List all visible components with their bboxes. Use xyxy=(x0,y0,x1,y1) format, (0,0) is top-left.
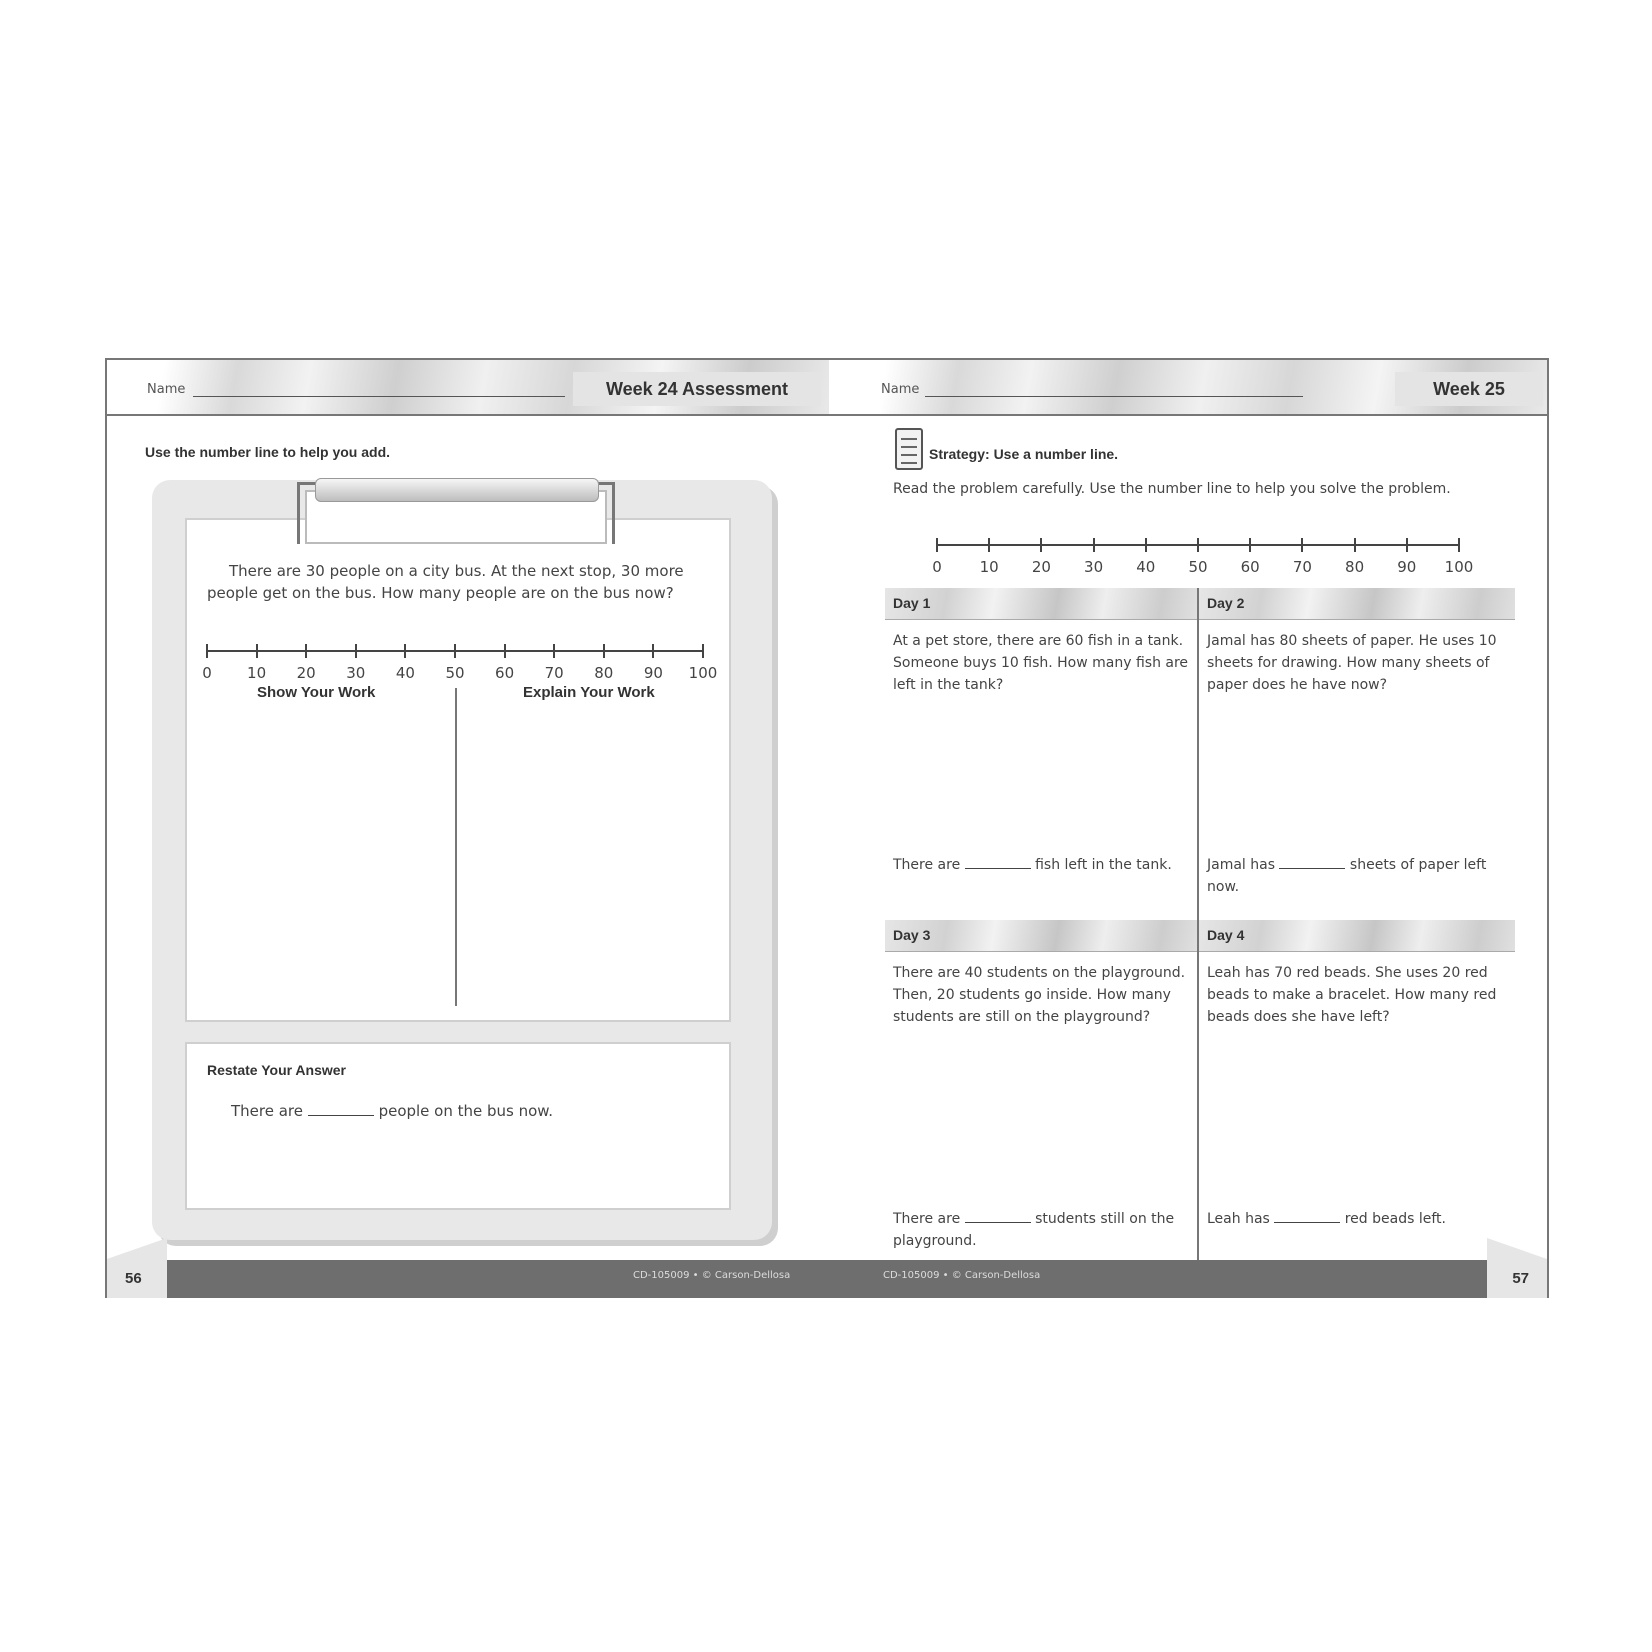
day-4-header: Day 4 xyxy=(1199,920,1515,952)
number-line-tick xyxy=(1197,538,1199,552)
day-2-answer: Jamal has sheets of paper left now. xyxy=(1207,857,1487,895)
number-line-label: 20 xyxy=(296,664,316,682)
number-line-label: 40 xyxy=(395,664,415,682)
right-header xyxy=(829,360,1547,416)
explain-work-area[interactable] xyxy=(463,710,725,1000)
number-line-label: 100 xyxy=(688,664,718,682)
number-line-tick xyxy=(988,538,990,552)
footer xyxy=(107,1260,1547,1298)
number-line-label: 80 xyxy=(594,664,614,682)
footer-band xyxy=(167,1260,1487,1298)
number-line-label: 90 xyxy=(643,664,663,682)
number-line-tick xyxy=(454,644,456,658)
restate-sentence xyxy=(231,1100,553,1122)
page-title: Week 24 Assessment xyxy=(573,372,821,406)
day-4-problem: Leah has 70 red beads. She uses 20 red beads to make a bracelet. How many red beads does she have left? xyxy=(1207,965,1497,1025)
answer-blank[interactable] xyxy=(1279,856,1345,869)
day-1-answer: There are fish left in the tank. xyxy=(893,857,1172,873)
page-tab-right xyxy=(1487,1238,1547,1298)
name-label: Name xyxy=(881,382,920,397)
name-field[interactable] xyxy=(193,396,565,397)
answer-blank[interactable] xyxy=(308,1103,374,1116)
copyright-left: CD-105009 • © Carson-Dellosa xyxy=(633,1270,791,1281)
day-divider xyxy=(1197,588,1199,1264)
number-line-tick xyxy=(305,644,307,658)
number-line-tick xyxy=(652,644,654,658)
day-3-problem: There are 40 students on the playground. Then, 20 students go inside. How many students are still on the playground? xyxy=(893,965,1186,1025)
name-field[interactable] xyxy=(925,396,1303,397)
show-work-label: Show Your Work xyxy=(257,684,376,701)
number-line-label: 10 xyxy=(247,664,267,682)
checklist-icon xyxy=(895,428,923,470)
number-line-tick xyxy=(1145,538,1147,552)
page-tab-left xyxy=(107,1238,167,1298)
restate-before: There are xyxy=(231,1102,303,1120)
day-3-answer: There are students still on the playground. xyxy=(893,1211,1175,1249)
number-line xyxy=(202,642,718,682)
page-number-left: 56 xyxy=(125,1270,142,1287)
number-line-tick xyxy=(936,538,938,552)
number-line-label: 50 xyxy=(445,664,465,682)
instruction: Read the problem carefully. Use the number line to help you solve the problem. xyxy=(893,481,1451,497)
number-line-label: 0 xyxy=(932,558,942,576)
work-divider xyxy=(455,688,457,1006)
number-line-tick xyxy=(504,644,506,658)
restate-after: people on the bus now. xyxy=(378,1102,553,1120)
workbook-spread xyxy=(105,358,1549,1298)
page-title: Week 25 xyxy=(1395,372,1543,406)
strategy-title: Strategy: Use a number line. xyxy=(929,446,1119,462)
number-line-label: 60 xyxy=(495,664,515,682)
number-line-tick xyxy=(1093,538,1095,552)
show-work-area[interactable] xyxy=(191,710,449,1000)
number-line-label: 60 xyxy=(1240,558,1260,576)
number-line-label: 70 xyxy=(1292,558,1312,576)
number-line-label: 80 xyxy=(1345,558,1365,576)
instruction: Use the number line to help you add. xyxy=(145,444,391,460)
number-line-tick xyxy=(553,644,555,658)
day-2-problem: Jamal has 80 sheets of paper. He uses 10 sheets for drawing. How many sheets of paper does he have now? xyxy=(1207,633,1497,693)
number-line-label: 20 xyxy=(1031,558,1051,576)
explain-work-label: Explain Your Work xyxy=(523,684,655,701)
number-line-label: 40 xyxy=(1136,558,1156,576)
number-line-tick xyxy=(1406,538,1408,552)
number-line-tick xyxy=(1354,538,1356,552)
number-line-tick xyxy=(355,644,357,658)
day-1-problem: At a pet store, there are 60 fish in a tank. Someone buys 10 fish. How many fish are left in the tank? xyxy=(893,633,1189,693)
name-label: Name xyxy=(147,382,186,397)
clip-bar xyxy=(315,478,599,502)
number-line xyxy=(932,536,1474,576)
number-line-label: 70 xyxy=(544,664,564,682)
left-header xyxy=(107,360,829,416)
number-line-tick xyxy=(404,644,406,658)
number-line-tick xyxy=(1040,538,1042,552)
answer-blank[interactable] xyxy=(965,856,1031,869)
number-line-label: 10 xyxy=(979,558,999,576)
number-line-tick xyxy=(1301,538,1303,552)
number-line-tick xyxy=(256,644,258,658)
number-line-label: 30 xyxy=(1084,558,1104,576)
number-line-tick xyxy=(206,644,208,658)
page-number-right: 57 xyxy=(1512,1270,1529,1287)
number-line-label: 0 xyxy=(202,664,212,682)
day-4-answer: Leah has red beads left. xyxy=(1207,1211,1446,1227)
number-line-label: 90 xyxy=(1397,558,1417,576)
day-3-header: Day 3 xyxy=(885,920,1197,952)
day-2-header: Day 2 xyxy=(1199,588,1515,620)
number-line-tick xyxy=(1458,538,1460,552)
number-line-label: 100 xyxy=(1444,558,1474,576)
day-1-header: Day 1 xyxy=(885,588,1197,620)
answer-blank[interactable] xyxy=(1274,1210,1340,1223)
answer-blank[interactable] xyxy=(965,1210,1031,1223)
restate-title: Restate Your Answer xyxy=(207,1062,347,1078)
number-line-tick xyxy=(603,644,605,658)
number-line-label: 50 xyxy=(1188,558,1208,576)
number-line-label: 30 xyxy=(346,664,366,682)
problem-text: There are 30 people on a city bus. At the next stop, 30 more people get on the bus. How many people are on the bus now? xyxy=(207,562,684,602)
number-line-tick xyxy=(702,644,704,658)
copyright-right: CD-105009 • © Carson-Dellosa xyxy=(883,1270,1041,1281)
number-line-tick xyxy=(1249,538,1251,552)
